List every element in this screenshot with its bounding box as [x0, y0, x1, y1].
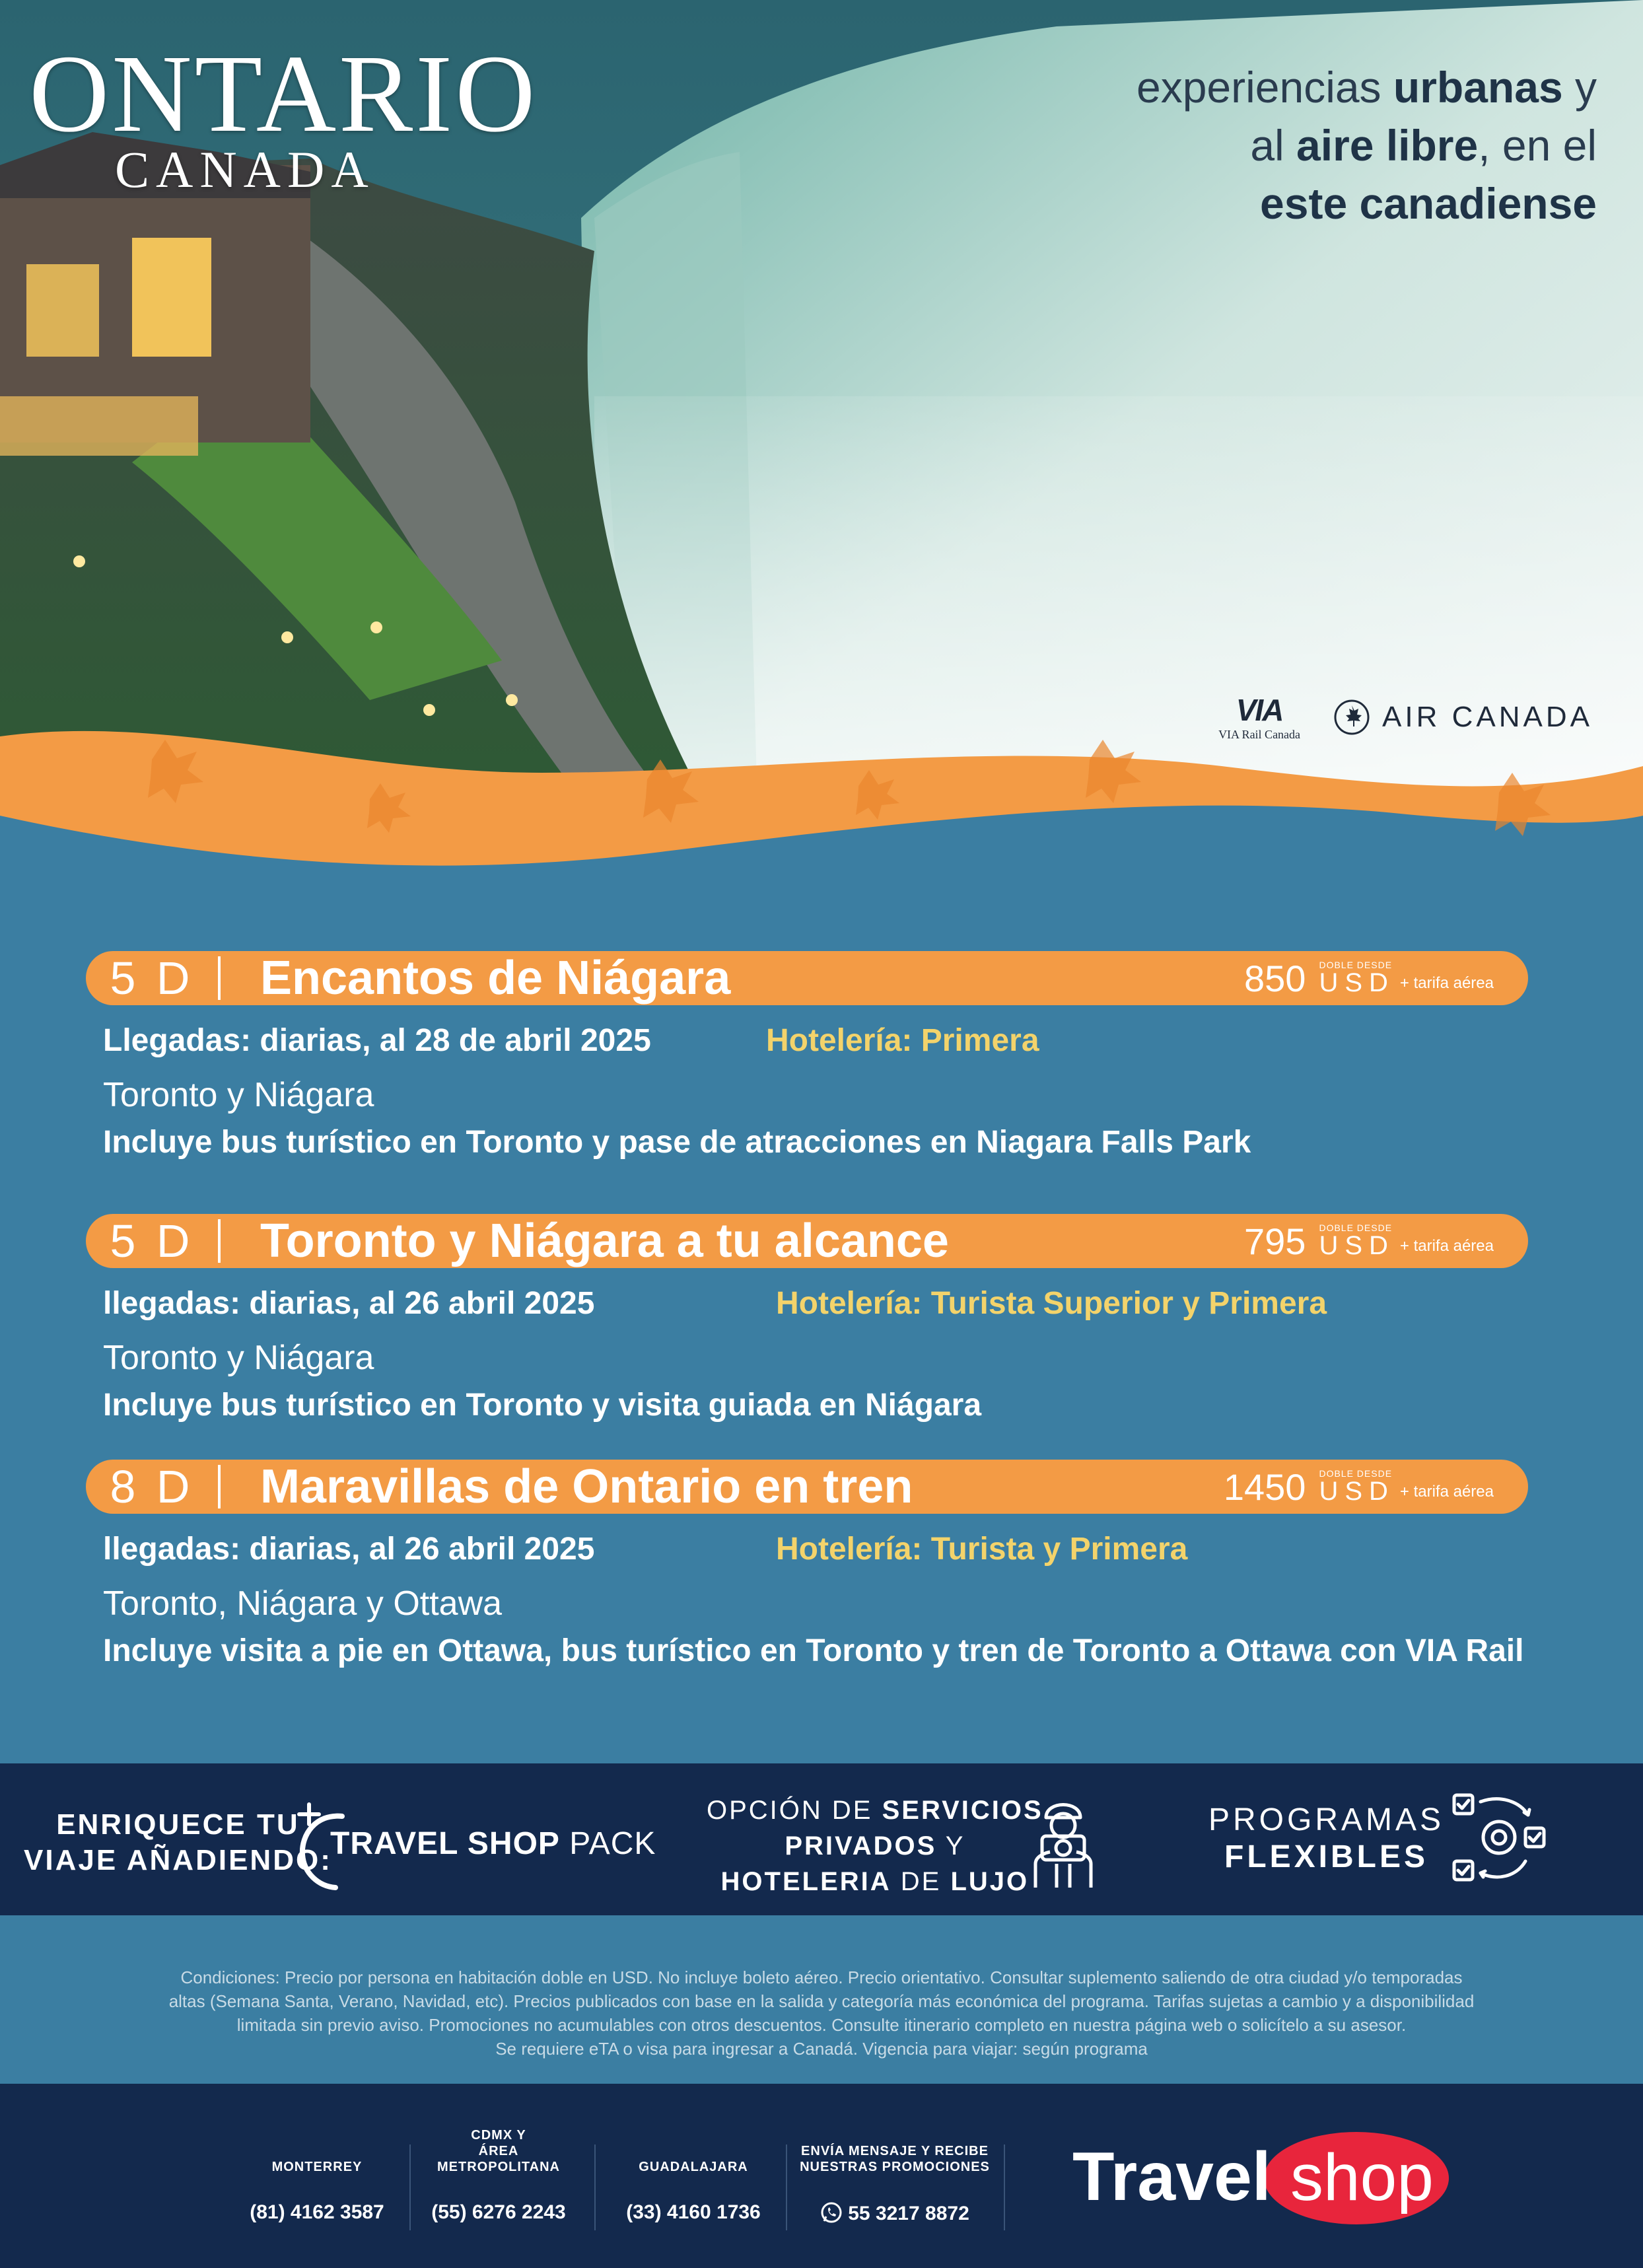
private-guide-icon: [1024, 1791, 1103, 1890]
hero-banner: [0, 0, 1643, 878]
contact-city: MONTERREY: [271, 2160, 363, 2174]
air-canada-text: AIR CANADA: [1382, 700, 1593, 733]
via-mark: VIA: [1236, 693, 1283, 727]
program-hotel: Hotelería: Turista Superior y Primera: [776, 1286, 1327, 1321]
programs-section: [0, 878, 1643, 1763]
program-days: 5 D: [110, 952, 194, 1004]
program-arrivals: llegadas: diarias, al 26 abril 2025: [103, 1286, 595, 1321]
price-amount: 850: [1244, 957, 1306, 999]
program-title: Maravillas de Ontario en tren: [260, 1460, 913, 1513]
flexible-gear-icon: [1446, 1789, 1552, 1888]
price-currency: USD: [1319, 1477, 1395, 1506]
air-canada-logo: [1333, 699, 1593, 736]
tagline-bold: este canadiense: [1260, 179, 1597, 228]
program-card[interactable]: [86, 1214, 1528, 1423]
program-card[interactable]: [86, 1460, 1528, 1669]
travel-shop-pack-logo[interactable]: [296, 1802, 656, 1897]
tagline-text: al: [1250, 121, 1297, 170]
tagline-text: experiencias: [1136, 63, 1393, 112]
program-includes: Incluye bus turístico en Toronto y visita guiada en Niágara: [103, 1388, 982, 1423]
contact-city: CDMX Y: [471, 2128, 526, 2143]
price-extra: + tarifa aérea: [1399, 1483, 1494, 1501]
partner-logos: [1218, 692, 1593, 742]
divider: [218, 1219, 221, 1263]
enriquece-line: ENRIQUECE TU: [56, 1808, 300, 1841]
program-price: [1224, 1466, 1494, 1508]
program-includes: Incluye bus turístico en Toronto y pase de atracciones en Niagara Falls Park: [103, 1125, 1251, 1160]
priv-bold: PRIVADOS: [785, 1831, 937, 1860]
contact-whatsapp[interactable]: [792, 2143, 997, 2225]
contact-cdmx[interactable]: [416, 2128, 581, 2224]
contact-city: GUADALAJARA: [639, 2160, 748, 2174]
priv-bold: SERVICIOS: [882, 1796, 1043, 1825]
conditions-line: Condiciones: Precio por persona en habitación doble en USD. No incluye boleto aéreo. Precio orientativo. Consultar suplemento saliendo de otra ciudad y/o temporadas: [180, 1967, 1463, 1987]
program-days: 5 D: [110, 1215, 194, 1267]
program-price: [1244, 957, 1494, 1000]
logo-shop: shop: [1290, 2141, 1434, 2215]
program-days: 8 D: [110, 1461, 194, 1512]
flexible-programs-text: [1208, 1802, 1444, 1876]
price-currency: USD: [1319, 1231, 1395, 1260]
program-header[interactable]: [86, 1214, 1528, 1268]
flex-line-bold: FLEXIBLES: [1224, 1839, 1429, 1874]
divider: [409, 2144, 411, 2230]
divider: [786, 2144, 787, 2230]
program-header[interactable]: [86, 1460, 1528, 1514]
program-title: Toronto y Niágara a tu alcance: [260, 1215, 949, 1267]
price-note: DOBLE DESDE: [1319, 1468, 1393, 1479]
program-hotel: Hotelería: Turista y Primera: [776, 1532, 1188, 1567]
program-cities: Toronto y Niágara: [103, 1339, 374, 1377]
program-title: Encantos de Niágara: [260, 952, 731, 1005]
conditions-text: [99, 1966, 1544, 2061]
contact-phone[interactable]: (81) 4162 3587: [250, 2201, 384, 2223]
program-price: [1244, 1220, 1494, 1263]
price-amount: 795: [1244, 1220, 1306, 1262]
price-note: DOBLE DESDE: [1319, 960, 1393, 970]
tagline-bold: aire libre: [1296, 121, 1479, 170]
via-rail-logo: [1218, 692, 1300, 742]
divider: [218, 1465, 221, 1508]
conditions-line: limitada sin previo aviso. Promociones no acumulables con otros descuentos. Consulte itinerario completo en nuestra página web o solicítelo a su asesor.: [236, 2015, 1407, 2035]
via-text: VIA Rail Canada: [1218, 728, 1301, 741]
program-header[interactable]: [86, 951, 1528, 1005]
program-arrivals: Llegadas: diarias, al 28 de abril 2025: [103, 1023, 651, 1058]
pack-label-bold: TRAVEL SHOP: [330, 1826, 560, 1861]
contact-phone[interactable]: (55) 6276 2243: [431, 2201, 566, 2223]
price-extra: + tarifa aérea: [1399, 974, 1494, 992]
contact-city: ENVÍA MENSAJE Y RECIBE: [801, 2144, 989, 2158]
program-includes: Incluye visita a pie en Ottawa, bus turístico en Toronto y tren de Toronto a Ottawa con VIA Rail: [103, 1633, 1524, 1668]
price-currency: USD: [1319, 968, 1395, 997]
contact-guadalajara[interactable]: [608, 2143, 779, 2224]
pack-label-light: PACK: [559, 1826, 656, 1861]
tagline-bold: urbanas: [1393, 63, 1563, 112]
conditions-line: altas (Semana Santa, Verano, Navidad, etc). Precios publicados con base en la salida y categoría más económica del programa. Tarifas sujetas a cambio y a disponibilidad: [168, 1991, 1475, 2011]
tagline-text: , en el: [1478, 121, 1597, 170]
logo-travel: Travel: [1072, 2139, 1271, 2215]
price-note: DOBLE DESDE: [1319, 1223, 1393, 1233]
enriquece-text: [24, 1807, 332, 1878]
priv-text: Y: [936, 1831, 965, 1860]
priv-text: OPCIÓN DE: [707, 1796, 882, 1825]
maple-leaf-icon: [1333, 699, 1370, 736]
divider: [218, 956, 221, 1000]
contact-phone: 55 3217 8872: [848, 2203, 969, 2224]
hero-tagline: [1136, 58, 1597, 232]
contact-monterrey[interactable]: [238, 2143, 396, 2224]
benefits-bar: [0, 1763, 1643, 1915]
contact-phone-row[interactable]: [792, 2201, 997, 2225]
contact-city: ÁREA METROPOLITANA: [437, 2144, 560, 2174]
program-cities: Toronto y Niágara: [103, 1076, 374, 1114]
priv-text: DE: [891, 1867, 951, 1896]
contact-phone[interactable]: (33) 4160 1736: [626, 2201, 761, 2223]
canada-wordmark: CANADA: [115, 141, 375, 198]
travel-shop-logo[interactable]: [1066, 2129, 1462, 2228]
price-amount: 1450: [1223, 1466, 1306, 1508]
conditions-line: Se requiere eTA o visa para ingresar a Canadá. Vigencia para viajar: según programa: [495, 2039, 1148, 2059]
program-hotel: Hotelería: Primera: [766, 1023, 1039, 1058]
priv-bold: LUJO: [950, 1867, 1030, 1896]
private-services-text: [707, 1792, 1043, 1899]
flex-line: PROGRAMAS: [1208, 1802, 1445, 1837]
priv-bold: HOTELERIA: [720, 1867, 891, 1896]
program-card[interactable]: [86, 951, 1528, 1160]
tagline-text: y: [1562, 63, 1597, 112]
contact-city: NUESTRAS PROMOCIONES: [800, 2160, 990, 2174]
ontario-wordmark: ONTARIO: [29, 32, 538, 155]
divider: [594, 2144, 596, 2230]
footer: [0, 2084, 1643, 2268]
enriquece-line: VIAJE AÑADIENDO:: [24, 1844, 332, 1876]
divider: [1004, 2144, 1005, 2230]
program-arrivals: llegadas: diarias, al 26 abril 2025: [103, 1532, 595, 1567]
program-cities: Toronto, Niágara y Ottawa: [103, 1584, 503, 1623]
price-extra: + tarifa aérea: [1399, 1237, 1494, 1255]
whatsapp-icon: [820, 2201, 843, 2224]
pack-label: [330, 1825, 656, 1862]
ontario-canada-logo: [29, 32, 538, 199]
